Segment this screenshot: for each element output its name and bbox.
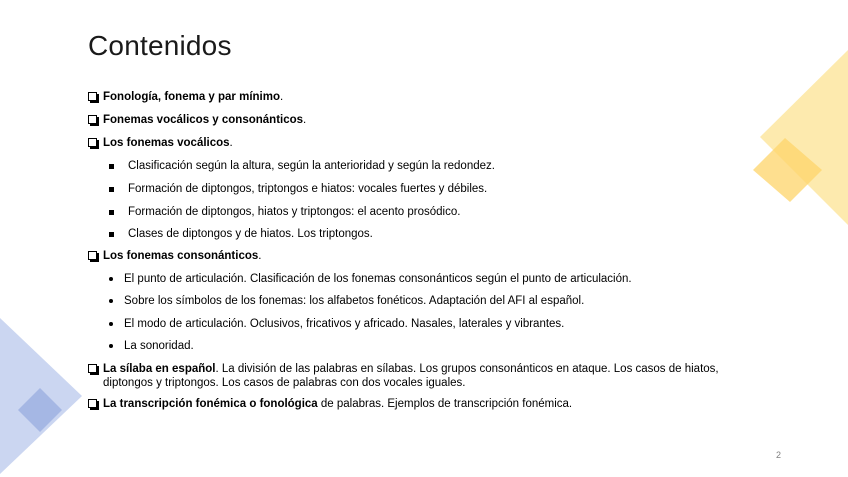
checkbox-bullet-icon bbox=[88, 399, 97, 408]
section-item-text: . bbox=[303, 114, 307, 126]
section-item-title: La transcripción fonémica o fonológica bbox=[103, 398, 318, 410]
sub-item-text: Sobre los símbolos de los fonemas: los alfabetos fonéticos. Adaptación del AFI al español. bbox=[124, 295, 585, 307]
checkbox-bullet-icon bbox=[88, 115, 97, 124]
sub-item bbox=[88, 205, 460, 219]
section-item-text: . bbox=[229, 137, 233, 149]
section-item bbox=[88, 362, 728, 390]
checkbox-bullet-icon bbox=[88, 251, 97, 260]
section-item-title: Los fonemas consonánticos bbox=[103, 250, 259, 262]
sub-item bbox=[88, 182, 487, 196]
section-item-text: . bbox=[258, 250, 262, 262]
sub-item bbox=[88, 227, 373, 241]
sub-item-text: Formación de diptongos, hiatos y triptongos: el acento prosódico. bbox=[128, 206, 461, 218]
slide-title: Contenidos bbox=[88, 30, 232, 61]
checkbox-bullet-icon bbox=[88, 364, 97, 373]
sub-item bbox=[88, 294, 584, 308]
section-item-text: de palabras. Ejemplos de transcripción fonémica. bbox=[317, 398, 573, 410]
square-bullet-icon bbox=[109, 187, 114, 192]
checkbox-bullet-icon bbox=[88, 92, 97, 101]
page-number: 2 bbox=[776, 450, 782, 460]
section-item-text: . La división de las palabras en sílabas. Los grupos consonánticos en ataque. Los casos de hiatos, diptongos y triptongos. Los casos de palabras con dos vocales iguales. bbox=[103, 363, 719, 389]
section-item bbox=[88, 136, 233, 150]
dot-bullet-icon bbox=[109, 277, 113, 281]
section-item bbox=[88, 113, 306, 127]
sub-item-text: Clasificación según la altura, según la anterioridad y según la redondez. bbox=[128, 160, 495, 172]
dot-bullet-icon bbox=[109, 299, 113, 303]
section-item-title: Fonemas vocálicos y consonánticos bbox=[103, 114, 304, 126]
section-item bbox=[88, 90, 283, 104]
sub-item bbox=[88, 339, 194, 353]
sub-item bbox=[88, 272, 632, 286]
section-item-title: Fonología, fonema y par mínimo bbox=[103, 91, 280, 103]
sub-item-text: El modo de articulación. Oclusivos, fricativos y africado. Nasales, laterales y vibrantes. bbox=[124, 318, 565, 330]
section-item-text: . bbox=[280, 91, 284, 103]
sub-item-text: Clases de diptongos y de hiatos. Los triptongos. bbox=[128, 228, 373, 240]
section-item bbox=[88, 249, 261, 263]
yellow-diamond-large bbox=[760, 50, 848, 225]
dot-bullet-icon bbox=[109, 344, 113, 348]
section-item bbox=[88, 397, 572, 411]
square-bullet-icon bbox=[109, 210, 114, 215]
section-item-title: La sílaba en español bbox=[103, 363, 216, 375]
section-item-title: Los fonemas vocálicos bbox=[103, 137, 230, 149]
sub-item bbox=[88, 317, 564, 331]
square-bullet-icon bbox=[109, 232, 114, 237]
sub-item-text: La sonoridad. bbox=[124, 340, 194, 352]
sub-item-text: El punto de articulación. Clasificación de los fonemas consonánticos según el punto de articulación. bbox=[124, 273, 632, 285]
sub-item bbox=[88, 159, 495, 173]
checkbox-bullet-icon bbox=[88, 138, 97, 147]
square-bullet-icon bbox=[109, 164, 114, 169]
sub-item-text: Formación de diptongos, triptongos e hiatos: vocales fuertes y débiles. bbox=[128, 183, 488, 195]
dot-bullet-icon bbox=[109, 322, 113, 326]
